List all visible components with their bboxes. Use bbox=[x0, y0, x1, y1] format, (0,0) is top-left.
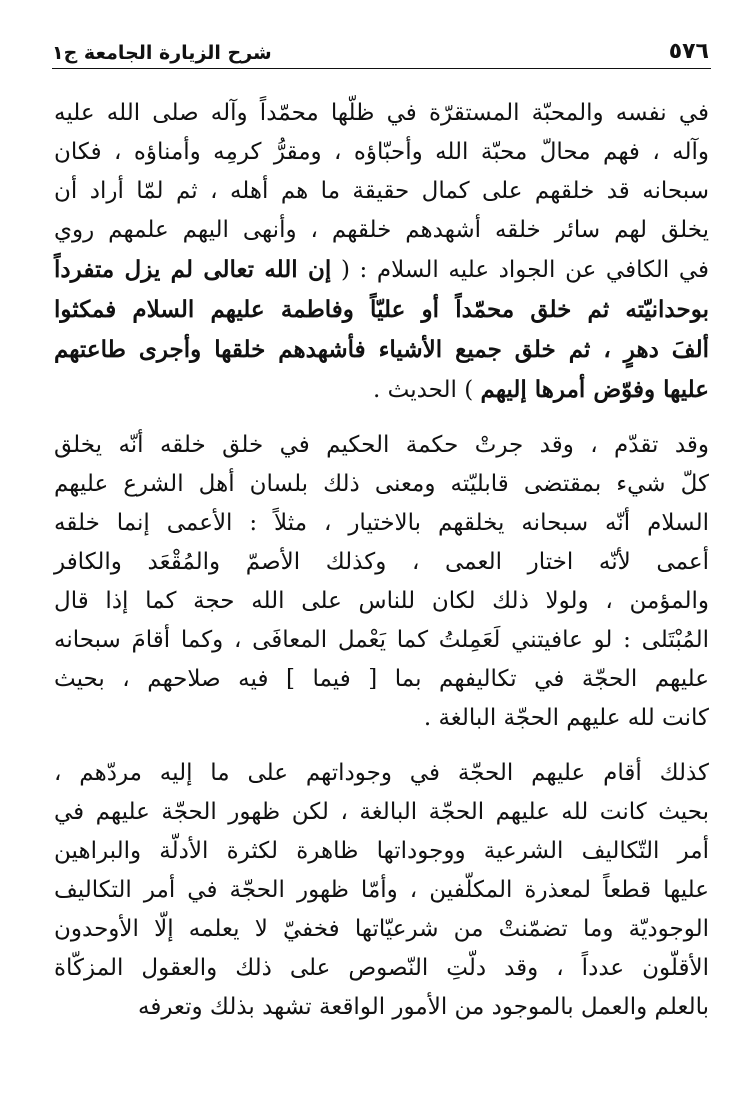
bold-text-segment: بوحدانيّته ثم خلق محمّداً أو عليّاً وفاطمة عليهم السلام فمكثوا bbox=[54, 296, 709, 323]
text-segment: السلام أنّه سبحانه يخلقهم بالاختيار ، مثلاً : الأعمى إنما خلقه bbox=[54, 510, 709, 536]
text-line bbox=[54, 660, 709, 699]
text-segment: الوجوديّة وما تضمّنتْ من شرعيّاتها فخفيّ لا يعلمه إلّا الأوحدون bbox=[54, 916, 709, 942]
text-segment: المُبْتَلى : لو عافيتني لَعَمِلتُ كما يَعْمل المعافَى ، وكما أقامَ سبحانه bbox=[54, 627, 709, 653]
text-line bbox=[54, 543, 709, 582]
text-line bbox=[54, 754, 709, 793]
text-segment: يخلق لهم سائر خلقه أشهدهم خلقهم ، وأنهى اليهم علمهم روي bbox=[54, 217, 709, 243]
running-title: شرح الزيارة الجامعة ج١ bbox=[52, 42, 272, 64]
text-segment: والمؤمن ، ولولا ذلك لكان للناس على الله حجة كما إذا قال bbox=[54, 588, 709, 614]
text-line bbox=[54, 211, 709, 250]
paragraph bbox=[54, 94, 709, 410]
text-line bbox=[54, 370, 709, 410]
text-line bbox=[54, 871, 709, 910]
bold-text-segment: عليها وفوّض أمرها إليهم bbox=[480, 376, 709, 403]
text-line bbox=[54, 621, 709, 660]
paragraph bbox=[54, 754, 709, 1027]
text-line bbox=[54, 172, 709, 211]
text-line bbox=[54, 94, 709, 133]
text-line bbox=[54, 582, 709, 621]
text-line bbox=[54, 250, 709, 290]
text-segment: عليها قطعاً لمعذرة المكلّفين ، وأمّا ظهور الحجّة في أمر التكاليف bbox=[54, 877, 709, 903]
text-line bbox=[54, 290, 709, 330]
text-segment: بالعلم والعمل بالموجود من الأمور الواقعة تشهد بذلك وتعرفه bbox=[138, 994, 709, 1020]
text-segment: ) الحديث . bbox=[372, 377, 474, 403]
text-line bbox=[54, 133, 709, 172]
text-segment: كلّ شيء بمقتضى قابليّته ومعنى ذلك بلسان أهل الشرع عليهم bbox=[54, 471, 709, 497]
text-segment: عليهم الحجّة في تكاليفهم بما [ فيما ] فيه صلاحهم ، بحيث bbox=[54, 666, 709, 692]
paragraph bbox=[54, 426, 709, 738]
text-segment: أمر التّكاليف الشرعية ووجوداتها ظاهرة لكثرة الأدلّة والبراهين bbox=[54, 838, 709, 864]
body-text bbox=[54, 94, 709, 1043]
text-segment: بحيث كانت لله عليهم الحجّة البالغة ، لكن ظهور الحجّة عليهم في bbox=[54, 799, 709, 825]
bold-text-segment: ألفَ دهرٍ ، ثم خلق جميع الأشياء فأشهدهم خلقها وأجرى طاعتهم bbox=[54, 336, 709, 363]
text-line bbox=[54, 426, 709, 465]
text-line bbox=[54, 330, 709, 370]
text-segment: في نفسه والمحبّة المستقرّة في ظلّها محمّداً وآله صلى الله عليه bbox=[54, 100, 709, 126]
text-line bbox=[54, 988, 709, 1027]
text-segment: وقد تقدّم ، وقد جرتْ حكمة الحكيم في خلق خلقه أنّه يخلق bbox=[54, 432, 709, 458]
bold-text-segment: إن الله تعالى لم يزل متفرداً bbox=[54, 256, 332, 283]
text-segment: سبحانه قد خلقهم على كمال حقيقة ما هم أهله ، ثم لمّا أراد أن bbox=[54, 178, 709, 204]
text-line bbox=[54, 832, 709, 871]
text-line bbox=[54, 910, 709, 949]
text-line bbox=[54, 949, 709, 988]
text-segment: وآله ، فهم محالّ محبّة الله وأحبّاؤه ، ومقرُّ كرمِه وأمناؤه ، فكان bbox=[54, 139, 709, 165]
text-line bbox=[54, 793, 709, 832]
text-segment: في الكافي عن الجواد عليه السلام : ( bbox=[340, 257, 710, 283]
text-segment: الأقلّون عدداً ، وقد دلّتِ النّصوص على ذلك والعقول المزكّاة bbox=[54, 955, 709, 981]
text-line bbox=[54, 465, 709, 504]
text-segment: كذلك أقام عليهم الحجّة في وجوداتهم على ما إليه مردّهم ، bbox=[54, 760, 709, 786]
header-divider bbox=[52, 68, 711, 69]
text-segment: كانت لله عليهم الحجّة البالغة . bbox=[423, 705, 709, 731]
text-line bbox=[54, 504, 709, 543]
text-line bbox=[54, 699, 709, 738]
page-header bbox=[52, 28, 711, 64]
text-segment: أعمى لأنّه اختار العمى ، وكذلك الأصمّ والمُقْعَد والكافر bbox=[54, 549, 709, 575]
page-number: ٥٧٦ bbox=[668, 39, 709, 64]
